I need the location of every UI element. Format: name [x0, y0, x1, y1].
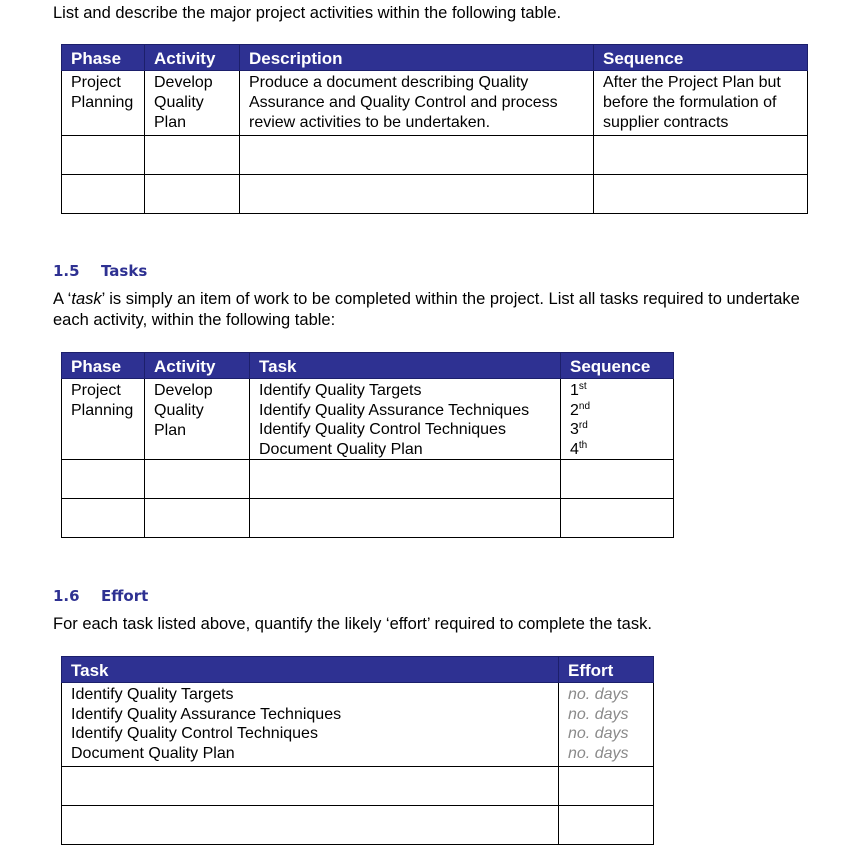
empty-cell[interactable] — [145, 499, 250, 538]
sequence-item — [570, 420, 664, 440]
empty-cell[interactable] — [559, 806, 654, 845]
activity-cell[interactable] — [145, 71, 240, 136]
sequence-number: 3 — [570, 421, 579, 438]
empty-cell[interactable] — [561, 499, 674, 538]
task-item: Identify Quality Targets — [259, 382, 422, 399]
task-item: Identify Quality Control Techniques — [259, 421, 506, 438]
intro-suffix: ’ is simply an item of work to be completed within the project. List all tasks required to undertake each activity, within the following table: — [53, 290, 800, 329]
table-row — [62, 379, 674, 460]
empty-cell[interactable] — [145, 175, 240, 214]
effort-placeholder: no. days — [568, 725, 629, 742]
empty-cell[interactable] — [62, 806, 559, 845]
table-row-empty — [62, 175, 808, 214]
effort-placeholder: no. days — [568, 705, 629, 723]
empty-cell[interactable] — [559, 767, 654, 806]
effort-intro-text: For each task listed above, quantify the likely ‘effort’ required to complete the task. — [53, 615, 652, 633]
empty-cell[interactable] — [62, 460, 145, 499]
sequence-number: 4 — [570, 440, 579, 458]
section-title: Effort — [101, 587, 149, 605]
phase-cell[interactable] — [62, 379, 145, 460]
empty-cell[interactable] — [240, 136, 594, 175]
cell-text: Produce a document describing Quality — [249, 74, 529, 91]
sequence-number: 1 — [570, 382, 579, 399]
ordinal-suffix: st — [578, 381, 587, 392]
empty-cell[interactable] — [62, 136, 145, 175]
sequence-item — [570, 381, 664, 401]
tasks-intro-text — [53, 289, 823, 331]
section-title: Tasks — [101, 262, 148, 280]
task-item: Identify Quality Control Techniques — [71, 725, 318, 742]
table-row — [62, 683, 654, 767]
empty-cell[interactable] — [62, 767, 559, 806]
cell-text: Quality — [154, 94, 204, 111]
cell-text: Assurance and Quality Control and process — [249, 94, 558, 111]
ordinal-suffix: th — [578, 439, 588, 451]
empty-cell[interactable] — [594, 175, 808, 214]
tasks-heading — [53, 262, 147, 280]
table-row-empty — [62, 136, 808, 175]
table-row — [62, 71, 808, 136]
cell-text: After the Project Plan but — [603, 74, 781, 91]
task-item: Identify Quality Assurance Techniques — [71, 705, 342, 723]
header-sequence: Sequence — [594, 45, 808, 71]
empty-cell[interactable] — [145, 136, 240, 175]
empty-cell[interactable] — [250, 460, 561, 499]
effort-heading — [53, 587, 148, 605]
cell-text: Develop — [154, 382, 213, 399]
cell-text: Plan — [154, 114, 187, 131]
header-task: Task — [62, 657, 559, 683]
activities-table — [61, 44, 808, 214]
effort-table — [61, 656, 654, 845]
empty-cell[interactable] — [62, 499, 145, 538]
table-row-empty — [62, 460, 674, 499]
empty-cell[interactable] — [594, 136, 808, 175]
header-activity: Activity — [145, 45, 240, 71]
cell-text: Project — [71, 382, 121, 399]
task-cell[interactable] — [62, 683, 559, 767]
cell-text: Quality — [154, 402, 204, 419]
ordinal-suffix: rd — [578, 420, 588, 431]
effort-table-header — [62, 657, 654, 683]
intro-italic-term: task — [71, 290, 102, 308]
tasks-table-header — [62, 353, 674, 379]
task-item: Document Quality Plan — [259, 440, 423, 458]
phase-cell[interactable] — [62, 71, 145, 136]
cell-text: Plan — [154, 422, 187, 439]
cell-text: before the formulation of — [603, 94, 777, 111]
sequence-item — [570, 401, 664, 421]
cell-text: Develop — [154, 74, 213, 91]
sequence-cell[interactable] — [594, 71, 808, 136]
task-item: Identify Quality Assurance Techniques — [259, 401, 530, 419]
empty-cell[interactable] — [145, 460, 250, 499]
effort-cell[interactable] — [559, 683, 654, 767]
activities-intro-text: List and describe the major project activities within the following table. — [53, 4, 562, 22]
header-phase: Phase — [62, 353, 145, 379]
empty-cell[interactable] — [240, 175, 594, 214]
effort-placeholder: no. days — [568, 744, 629, 762]
header-description: Description — [240, 45, 594, 71]
cell-text: Planning — [71, 402, 134, 419]
header-sequence: Sequence — [561, 353, 674, 379]
sequence-item — [570, 440, 664, 460]
table-row-empty — [62, 499, 674, 538]
header-task: Task — [250, 353, 561, 379]
cell-text: review activities to be undertaken. — [249, 114, 491, 131]
empty-cell[interactable] — [561, 460, 674, 499]
header-phase: Phase — [62, 45, 145, 71]
sequence-cell[interactable] — [561, 379, 674, 460]
table-row-empty — [62, 767, 654, 806]
description-cell[interactable] — [240, 71, 594, 136]
empty-cell[interactable] — [62, 175, 145, 214]
section-number: 1.5 — [53, 262, 80, 280]
sequence-number: 2 — [570, 401, 579, 419]
empty-cell[interactable] — [250, 499, 561, 538]
intro-prefix: A ‘ — [53, 290, 72, 308]
table-row-empty — [62, 806, 654, 845]
tasks-table — [61, 352, 674, 538]
ordinal-suffix: nd — [578, 400, 591, 412]
header-effort: Effort — [559, 657, 654, 683]
effort-placeholder: no. days — [568, 686, 629, 703]
task-item: Identify Quality Targets — [71, 686, 234, 703]
task-item: Document Quality Plan — [71, 744, 235, 762]
activities-table-header — [62, 45, 808, 71]
activity-cell[interactable] — [145, 379, 250, 460]
cell-text: Project — [71, 74, 121, 91]
section-number: 1.6 — [53, 587, 80, 605]
cell-text: Planning — [71, 94, 134, 111]
cell-text: supplier contracts — [603, 114, 729, 131]
header-activity: Activity — [145, 353, 250, 379]
task-cell[interactable] — [250, 379, 561, 460]
